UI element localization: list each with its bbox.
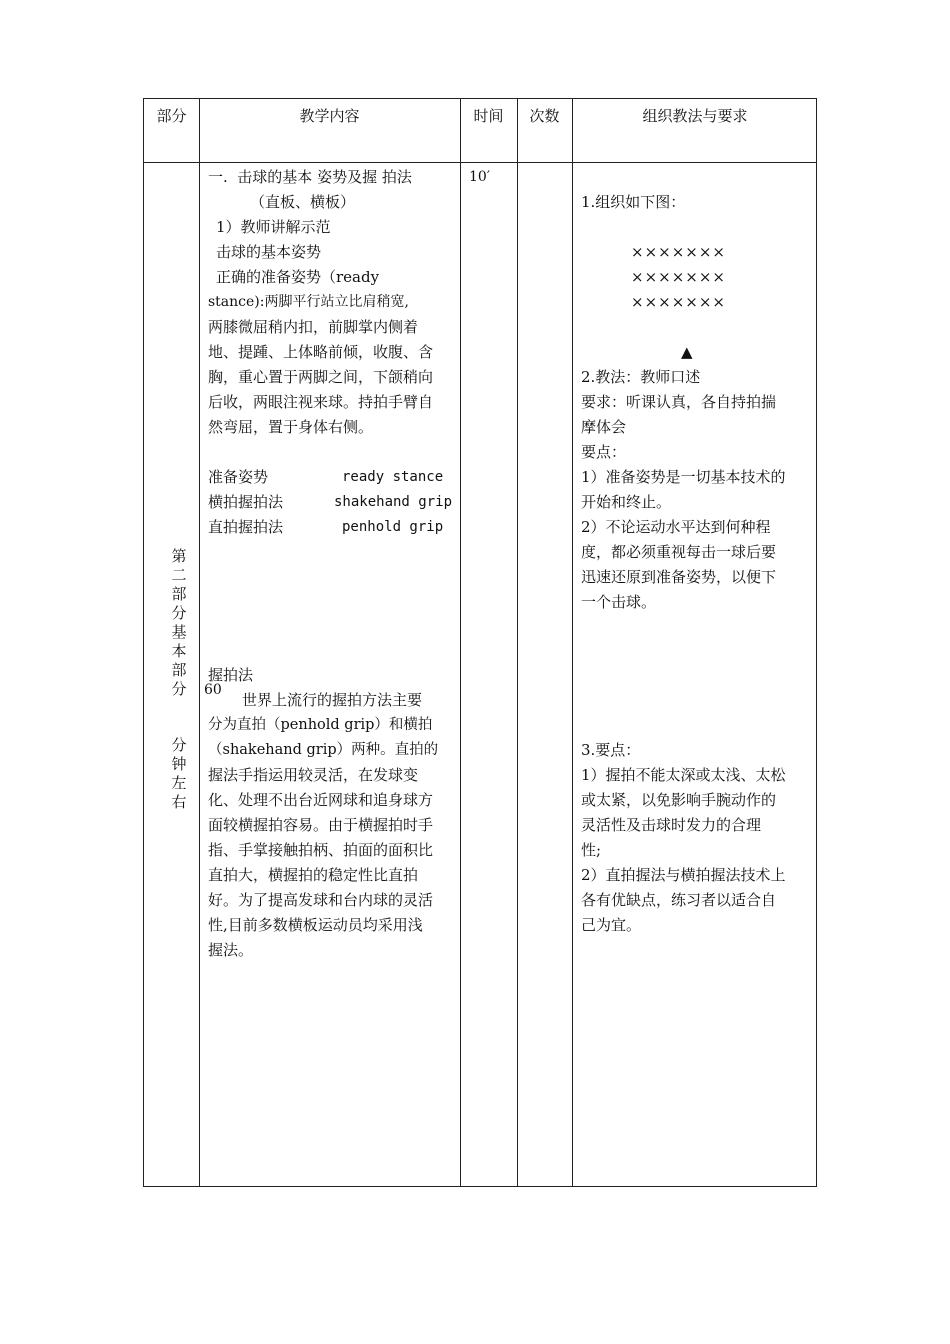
content-line: 胸，重心置于两脚之间，下颌稍向 — [208, 368, 434, 386]
lesson-plan-table — [143, 98, 817, 1187]
org-line: 要点： — [581, 443, 627, 461]
header-part: 部分 — [156, 107, 187, 125]
term-en: penhold grip — [342, 519, 444, 535]
org-line: 3.要点： — [581, 741, 641, 759]
org-line: 要求：听课认真，各自持拍揣 — [581, 393, 777, 411]
content-line: 两膝微屈稍内扣，前脚掌内侧着 — [208, 318, 419, 336]
header-organization: 组织教法与要求 — [642, 107, 748, 125]
org-line: 性; — [581, 841, 602, 859]
grip-line: 握法。 — [208, 941, 254, 959]
content-line: 然弯屈，置于身体右侧。 — [208, 418, 374, 436]
header-content: 教学内容 — [299, 107, 360, 125]
content-heading: 一. 击球的基本 姿势及握 拍法 — [208, 168, 412, 186]
content-line: 1）教师讲解示范 — [216, 218, 331, 236]
org-line: 己为宜。 — [581, 916, 642, 934]
term-cn: 横拍握拍法 — [208, 493, 284, 511]
org-line: 各有优缺点，练习者以适合自 — [581, 891, 777, 909]
part-label-minutes: 60 — [204, 682, 222, 698]
grip-line: 分为直拍（penhold grip）和横拍 — [208, 717, 433, 733]
org-line: 1.组织如下图： — [581, 193, 686, 211]
org-line: 1）握拍不能太深或太浅、太松 — [581, 766, 786, 784]
part-label-bottom: 分钟左右 — [171, 736, 187, 811]
content-line: stance):两脚平行站立比肩稍宽, — [208, 294, 409, 310]
content-line: 后收，两眼注视来球。持拍手臂自 — [208, 393, 434, 411]
grip-line: 直拍大，横握拍的稳定性比直拍 — [208, 866, 419, 884]
grip-line: 性,目前多数横板运动员均采用浅 — [208, 916, 423, 934]
header-time: 时间 — [473, 107, 504, 125]
org-line: 2.教法：教师口述 — [581, 368, 701, 386]
time-value: 10′ — [469, 169, 490, 185]
column-divider — [572, 99, 573, 1186]
header-divider — [144, 162, 816, 163]
grip-line: 世界上流行的握拍方法主要 — [242, 691, 423, 709]
teacher-triangle-icon: ▲ — [681, 343, 693, 361]
term-en: shakehand grip — [334, 494, 453, 510]
grip-line: 化、处理不出台近网球和追身球方 — [208, 791, 434, 809]
column-divider — [460, 99, 461, 1186]
grip-line: 面较横握拍容易。由于横握拍时手 — [208, 816, 434, 834]
org-line: 摩体会 — [581, 418, 627, 436]
column-divider — [517, 99, 518, 1186]
grip-line: （shakehand grip）两种。直拍的 — [208, 742, 439, 758]
content-line: 击球的基本姿势 — [216, 243, 322, 261]
header-count: 次数 — [529, 107, 560, 125]
content-line: 地、提踵、上体略前倾，收腹、含 — [208, 343, 434, 361]
grip-line: 指、手掌接触拍柄、拍面的面积比 — [208, 841, 434, 859]
column-divider — [199, 99, 200, 1186]
grip-line: 握法手指运用较灵活，在发球变 — [208, 766, 419, 784]
org-line: 开始和终止。 — [581, 493, 672, 511]
content-line: 正确的准备姿势（ready — [216, 268, 380, 286]
term-en: ready stance — [342, 469, 444, 485]
org-line: 1）准备姿势是一切基本技术的 — [581, 468, 786, 486]
formation-row: ××××××× — [631, 293, 726, 311]
content-heading-sub: （直板、横板） — [250, 193, 356, 211]
term-cn: 准备姿势 — [208, 468, 269, 486]
org-line: 迅速还原到准备姿势，以便下 — [581, 568, 777, 586]
formation-row: ××××××× — [631, 268, 726, 286]
org-line: 灵活性及击球时发力的合理 — [581, 816, 762, 834]
grip-heading: 握拍法 — [208, 666, 254, 684]
part-label-top: 第二部分基本部分 — [171, 547, 187, 698]
grip-line: 好。为了提高发球和台内球的灵活 — [208, 891, 434, 909]
formation-row: ××××××× — [631, 243, 726, 261]
org-line: 2）直拍握法与横拍握法技术上 — [581, 866, 786, 884]
org-line: 2）不论运动水平达到何种程 — [581, 518, 771, 536]
org-line: 度，都必须重视每击一球后要 — [581, 543, 777, 561]
org-line: 或太紧，以免影响手腕动作的 — [581, 791, 777, 809]
org-line: 一个击球。 — [581, 593, 657, 611]
term-cn: 直拍握拍法 — [208, 518, 284, 536]
